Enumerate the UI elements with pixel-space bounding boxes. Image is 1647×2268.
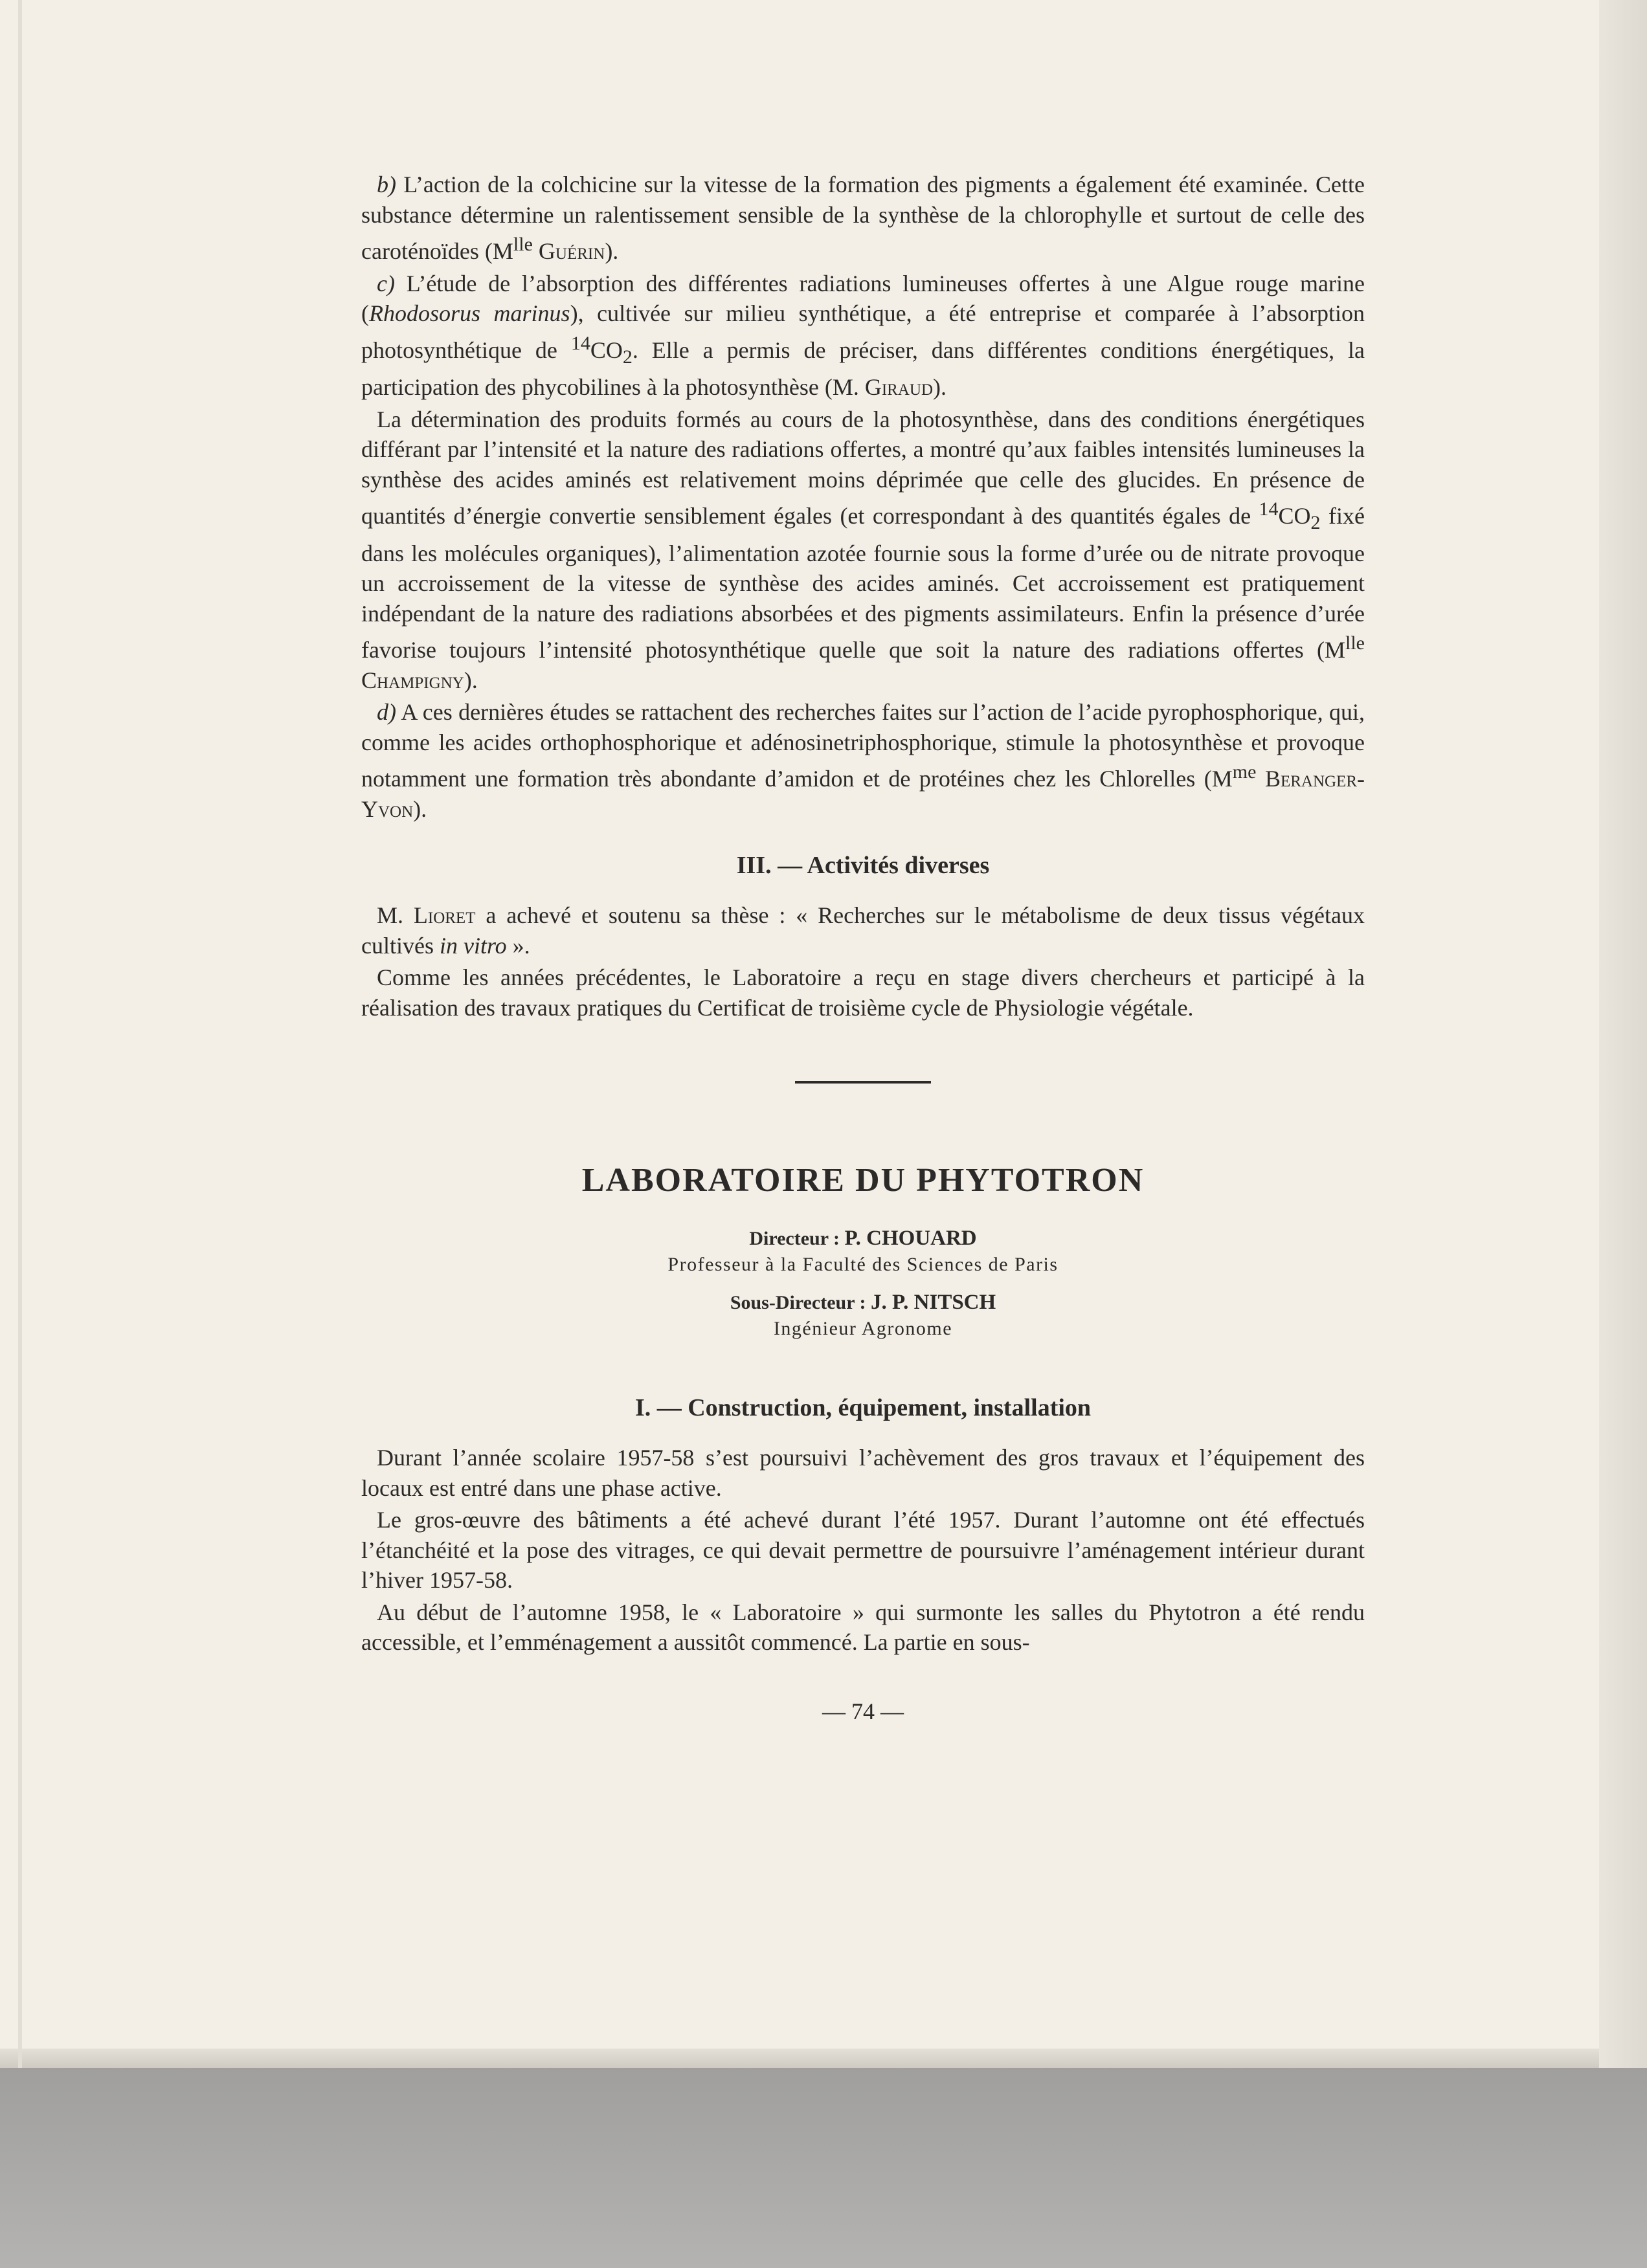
isotope-superscript: 14 — [570, 332, 590, 354]
paragraph-text: ). — [413, 795, 427, 822]
scanner-background — [0, 2039, 1647, 2268]
laboratory-title: LABORATOIRE DU PHYTOTRON — [581, 1162, 1145, 1199]
paragraph-text: ). — [933, 374, 947, 401]
role-label: Directeur : — [749, 1228, 845, 1250]
superscript: lle — [513, 234, 533, 255]
subdirector-line — [361, 1289, 1365, 1316]
paragraph-d — [361, 697, 1365, 824]
author-name: Lioret — [413, 902, 476, 929]
section-heading-construction: I. — Construction, équipement, installation — [634, 1394, 1092, 1422]
author-name: Guérin — [538, 238, 605, 264]
author-name: Giraud — [864, 374, 934, 401]
paragraph-c — [361, 269, 1365, 403]
paragraph-text: ). — [464, 667, 478, 693]
paragraph-b — [361, 170, 1365, 267]
page-left-fold — [18, 0, 22, 2068]
page-content — [361, 170, 1365, 1725]
subdirector-affiliation: Ingénieur Agronome — [773, 1318, 953, 1340]
superscript: lle — [1345, 632, 1365, 654]
person-name: P. CHOUARD — [844, 1227, 977, 1251]
author-name: Beranger-Yvon — [361, 766, 1365, 822]
species-name: Rhodosorus marinus — [369, 300, 570, 326]
paragraph-determination — [361, 405, 1365, 696]
paragraph-construction-1: Durant l’année scolaire 1957-58 s’est poursuivi l’achèvement des gros travaux et l’équipement des locaux est entré dans une phase active. — [361, 1445, 1365, 1501]
paragraph-text: ). — [605, 238, 619, 264]
paragraph-text: A ces dernières études se rattachent des recherches faites sur l’action de l’acide pyrophosphorique, qui, comme les acides orthophosphorique et adénosinetriphosphorique, stimule la photosynthèse et provoque notamment une formation très abondante d’amidon et de protéines chez les Chlorelles (M — [361, 699, 1365, 792]
staff-block — [361, 1225, 1365, 1342]
paragraph-stages: Comme les années précédentes, le Laboratoire a reçu en stage divers chercheurs et participé à la réalisation des travaux pratiques du Certificat de troisième cycle de Physiologie végétale. — [361, 964, 1365, 1021]
role-label: Sous-Directeur : — [730, 1292, 871, 1314]
paragraph-lioret — [361, 900, 1365, 961]
director-line — [361, 1225, 1365, 1252]
paragraph-construction-3: Au début de l’automne 1958, le « Laboratoire » qui surmonte les salles du Phytotron a été rendu accessible, et l’emménagement a aussitôt commencé. La partie en sous- — [361, 1599, 1365, 1656]
page-right-margin — [1599, 0, 1647, 2068]
paragraph-text: fixé dans les molécules organiques), l’alimentation azotée fournie sous la forme d’urée ou de nitrate provoque un accroissement de la vitesse de synthèse des acides aminés. Cet accroissement est pratiquement indépendant de la nature des radiations absorbées et des pigments assimilateurs. Enfin la présence d’urée favorise toujours l’intensité photosynthétique quelle que soit la nature des radiations offertes (M — [361, 503, 1365, 663]
paragraph-text: a achevé et soutenu sa thèse : « Recherches sur le métabolisme de deux tissus végétaux cultivés — [361, 902, 1365, 959]
paragraph-text: M. — [377, 902, 414, 929]
item-label: b) — [377, 172, 396, 197]
paragraph-text: ». — [506, 932, 530, 959]
section-heading-activites: III. — Activités diverses — [736, 852, 990, 880]
paragraph-text: L’étude de l’absorption des différentes radiations lumineuses offertes à une Algue rouge marine ( — [361, 270, 1365, 326]
italic-term: in vitro — [439, 932, 507, 959]
isotope-superscript: 14 — [1259, 498, 1279, 520]
paragraph-text: . Elle a permis de préciser, dans différentes conditions énergétiques, la participation des phycobilines à la photosynthèse (M. — [361, 337, 1365, 401]
author-name: Champigny — [361, 667, 464, 693]
formula-subscript: 2 — [1310, 512, 1321, 534]
page-bottom-edge — [0, 2049, 1647, 2068]
paragraph-text: La détermination des produits formés au cours de la photosynthèse, dans des conditions énergétiques différant par l’intensité et la nature des radiations offertes, a montré qu’aux faibles intensités lumineuses la synthèse des acides aminés est relativement moins déprimée que celle des glucides. En présence de quantités d’énergie convertie sensiblement égales (et correspondant à des quantités égales de — [361, 406, 1365, 529]
paragraph-text: ), cultivée sur milieu synthétique, a été entreprise et comparée à l’absorption photosynthétique de — [361, 300, 1365, 363]
item-label: d) — [377, 699, 396, 726]
director-affiliation: Professeur à la Faculté des Sciences de Paris — [667, 1254, 1059, 1276]
formula-text: CO — [1278, 503, 1311, 529]
formula-subscript: 2 — [622, 346, 633, 368]
formula-text: CO — [590, 337, 623, 363]
item-label: c) — [377, 270, 395, 296]
superscript: me — [1232, 761, 1257, 783]
section-divider — [795, 1081, 931, 1084]
paragraph-construction-2: Le gros-œuvre des bâtiments a été achevé durant l’été 1957. Durant l’automne ont été effectués l’étanchéité et la pose des vitrages, ce qui devait permettre de poursuivre l’aménagement intérieur durant l’hiver 1957-58. — [361, 1507, 1365, 1594]
paragraph-text: L’action de la colchicine sur la vitesse de la formation des pigments a également été examinée. Cette substance détermine un ralentissement sensible de la synthèse de la chlorophylle et surtout de celle des caroténoïdes (M — [361, 172, 1365, 264]
page-number: — 74 — — [822, 1698, 904, 1724]
person-name: J. P. NITSCH — [871, 1291, 996, 1315]
